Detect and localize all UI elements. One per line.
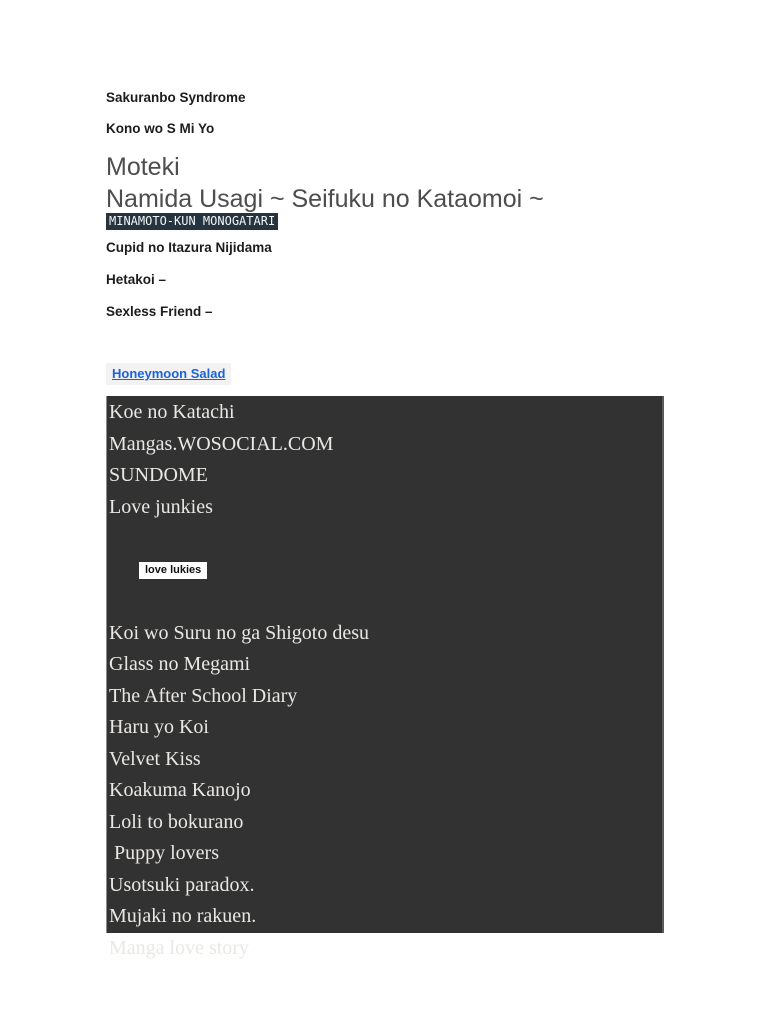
- document-page: [106, 90, 665, 959]
- manga-title-row: Haru yo Koi: [109, 716, 209, 738]
- manga-title-row: Puppy lovers: [109, 842, 219, 864]
- manga-title-row: Glass no Megami: [109, 653, 251, 675]
- manga-title-row: Mangas.WOSOCIAL.COM: [109, 432, 334, 455]
- manga-title-row: Loli to bokurano: [109, 810, 244, 833]
- manga-title-row: Love junkies: [109, 495, 213, 518]
- label-row: [109, 523, 662, 618]
- manga-title-headings: [106, 151, 665, 215]
- heading-line: Namida Usagi ~ Seifuku no Kataomoi ~: [106, 185, 544, 213]
- manga-title-line: Hetakoi –: [106, 272, 167, 287]
- love-lukies-label: love lukies: [139, 562, 207, 579]
- manga-title-row: Usotsuki paradox.: [109, 873, 255, 896]
- highlighted-tag: MINAMOTO-KUN MONOGATARI: [106, 213, 278, 230]
- manga-title-row: Mujaki no rakuen.: [109, 905, 257, 927]
- manga-title-row: The After School Diary: [109, 684, 298, 707]
- heading-line: Moteki: [106, 153, 180, 181]
- manga-title-line: Sexless Friend –: [106, 304, 213, 319]
- manga-title-row: Koe no Katachi: [109, 401, 235, 423]
- manga-title-line: Kono wo S Mi Yo: [106, 121, 215, 136]
- dark-title-panel: [106, 396, 664, 959]
- manga-title-line: Cupid no Itazura Nijidama: [106, 240, 272, 255]
- manga-title-row: Manga love story: [109, 936, 249, 959]
- manga-title-row: Velvet Kiss: [109, 747, 201, 770]
- manga-title-row: Koi wo Suru no ga Shigoto desu: [109, 621, 369, 644]
- link-row: [106, 363, 665, 385]
- manga-title-row: SUNDOME: [109, 464, 208, 486]
- manga-title-row: Koakuma Kanojo: [109, 779, 251, 801]
- manga-title-line: Sakuranbo Syndrome: [106, 90, 246, 105]
- honeymoon-salad-link[interactable]: Honeymoon Salad: [106, 363, 231, 385]
